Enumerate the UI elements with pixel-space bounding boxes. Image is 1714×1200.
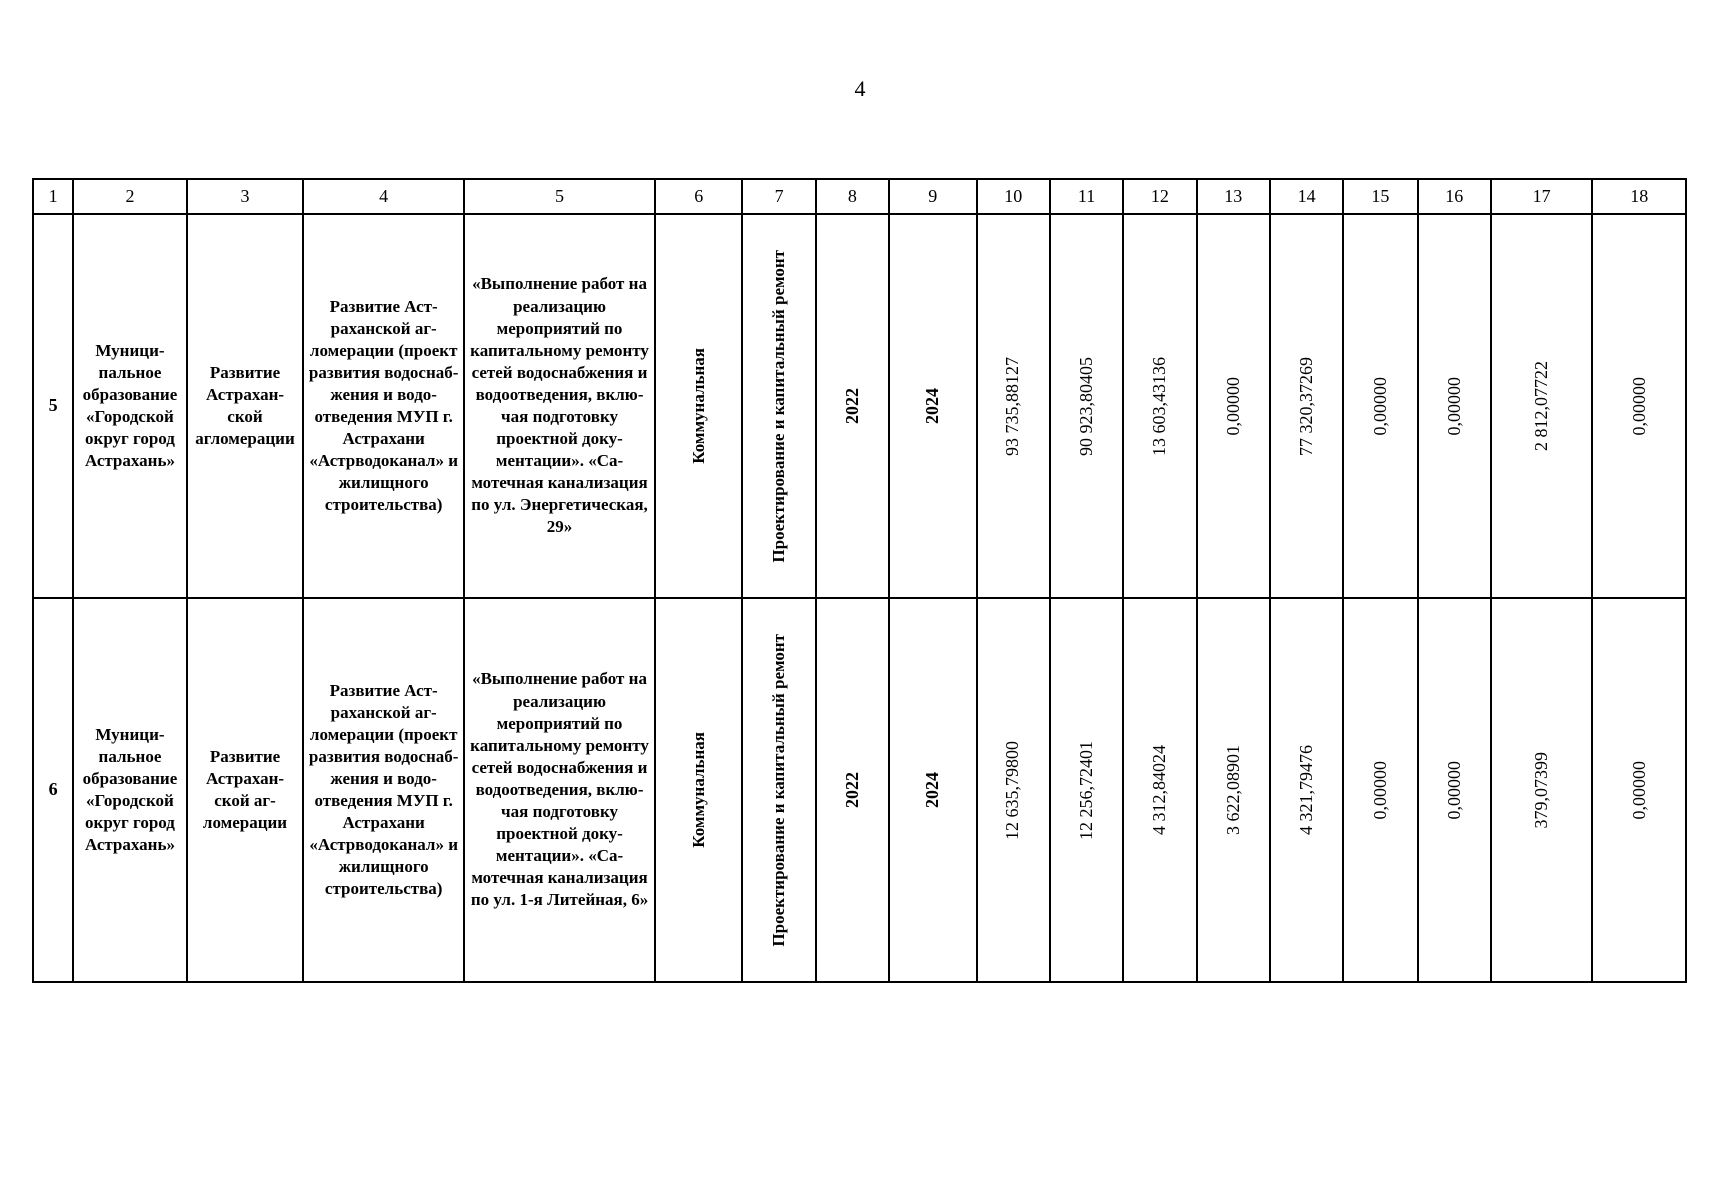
sector-cell <box>655 598 742 982</box>
column-header: 9 <box>889 179 976 214</box>
column-header: 1 <box>33 179 73 214</box>
amount-value: 90 923,80405 <box>1075 356 1096 456</box>
amount-cell <box>1418 598 1491 982</box>
program-text: Развитие Астраханской агломерации <box>202 746 288 833</box>
amount-value: 12 635,79800 <box>1002 740 1023 840</box>
document-table <box>32 178 1687 983</box>
object-cell <box>464 214 655 598</box>
amount-value: 93 735,88127 <box>1002 356 1023 456</box>
amount-cell <box>1592 598 1686 982</box>
amount-value: 13 603,43136 <box>1149 356 1170 456</box>
project-text: Развитие Астраханской агломерации (проект развития водоснабжения и водоотведения МУП г. Астрахани «Астрводоканал» и жилищного строительства) <box>308 680 459 899</box>
amount-value: 3 622,08901 <box>1222 745 1243 835</box>
column-header: 10 <box>977 179 1050 214</box>
end-year-cell <box>889 598 976 982</box>
project-cell <box>303 598 464 982</box>
amount-value: 0,00000 <box>1369 760 1390 820</box>
amount-value: 77 320,37269 <box>1295 356 1316 456</box>
page-number: 4 <box>854 76 866 101</box>
row-number: 5 <box>48 395 58 416</box>
amount-value: 12 256,72401 <box>1075 740 1096 840</box>
column-header: 18 <box>1592 179 1686 214</box>
row-number-cell <box>33 214 73 598</box>
project-cell <box>303 214 464 598</box>
amount-cell <box>1123 598 1196 982</box>
amount-cell <box>1491 598 1592 982</box>
amount-value: 0,00000 <box>1443 376 1464 436</box>
object-cell <box>464 598 655 982</box>
program-cell <box>187 598 304 982</box>
amount-value: 379,07399 <box>1530 751 1551 829</box>
amount-value: 0,00000 <box>1628 376 1649 436</box>
column-header: 6 <box>655 179 742 214</box>
municipality-cell <box>73 598 187 982</box>
amount-value: 0,00000 <box>1222 376 1243 436</box>
amount-cell <box>1270 214 1343 598</box>
column-header: 14 <box>1270 179 1343 214</box>
column-header: 2 <box>73 179 187 214</box>
row-number-cell <box>33 598 73 982</box>
amount-value: 4 312,84024 <box>1149 745 1170 835</box>
amount-cell <box>977 214 1050 598</box>
column-header: 5 <box>464 179 655 214</box>
amount-cell <box>977 598 1050 982</box>
amount-cell <box>1197 214 1270 598</box>
end-year-value: 2024 <box>922 772 943 808</box>
amount-value: 0,00000 <box>1443 760 1464 820</box>
sector-text: Коммунальная <box>688 732 708 848</box>
amount-cell <box>1343 214 1417 598</box>
column-header: 12 <box>1123 179 1196 214</box>
start-year-value: 2022 <box>841 772 862 808</box>
column-header: 4 <box>303 179 464 214</box>
amount-value: 0,00000 <box>1369 376 1390 436</box>
start-year-value: 2022 <box>841 388 862 424</box>
amount-cell <box>1050 214 1123 598</box>
amount-cell <box>1343 598 1417 982</box>
column-header: 13 <box>1197 179 1270 214</box>
program-text: Развитие Астраханской агломерации <box>195 362 295 449</box>
municipality-text: Муниципальное образование «Городской округ город Астрахань» <box>82 724 178 855</box>
row-number: 6 <box>48 779 58 800</box>
work-type-text: Проектирование и капитальный ремонт <box>769 249 789 563</box>
table-row <box>33 214 1686 598</box>
amount-cell <box>1123 214 1196 598</box>
start-year-cell <box>816 214 889 598</box>
column-header: 3 <box>187 179 304 214</box>
work-type-text: Проектирование и капитальный ремонт <box>769 633 789 947</box>
work-type-cell <box>742 598 815 982</box>
amount-cell <box>1270 598 1343 982</box>
object-text: «Выполнение работ на реализацию мероприятий по капитальному ремонту сетей водоснабжения и водоотведения, включая подготовку проектной документации». «Самотечная канализация по ул. Энергетическая, 29» <box>470 274 649 537</box>
amount-value: 0,00000 <box>1628 760 1649 820</box>
object-text: «Выполнение работ на реализацию мероприятий по капитальному ремонту сетей водоснабжения и водоотведения, включая подготовку проектной документации». «Самотечная канализация по ул. 1-я Литейная, 6» <box>470 669 649 910</box>
end-year-value: 2024 <box>922 388 943 424</box>
amount-cell <box>1418 214 1491 598</box>
column-header: 17 <box>1491 179 1592 214</box>
project-text: Развитие Астраханской агломерации (проект развития водоснабжения и водоотведения МУП г. Астрахани «Астрводоканал» и жилищного строительства) <box>308 296 459 515</box>
column-header: 16 <box>1418 179 1491 214</box>
column-header: 15 <box>1343 179 1417 214</box>
column-header: 11 <box>1050 179 1123 214</box>
header-row <box>33 179 1686 214</box>
sector-cell <box>655 214 742 598</box>
work-type-cell <box>742 214 815 598</box>
amount-cell <box>1197 598 1270 982</box>
start-year-cell <box>816 598 889 982</box>
municipality-text: Муниципальное образование «Городской округ город Астрахань» <box>82 340 178 471</box>
amount-cell <box>1491 214 1592 598</box>
amount-cell <box>1050 598 1123 982</box>
amount-value: 4 321,79476 <box>1295 745 1316 835</box>
amount-cell <box>1592 214 1686 598</box>
municipality-cell <box>73 214 187 598</box>
sector-text: Коммунальная <box>688 348 708 464</box>
end-year-cell <box>889 214 976 598</box>
table-row <box>33 598 1686 982</box>
column-header: 7 <box>742 179 815 214</box>
amount-value: 2 812,07722 <box>1530 361 1551 451</box>
program-cell <box>187 214 304 598</box>
column-header: 8 <box>816 179 889 214</box>
